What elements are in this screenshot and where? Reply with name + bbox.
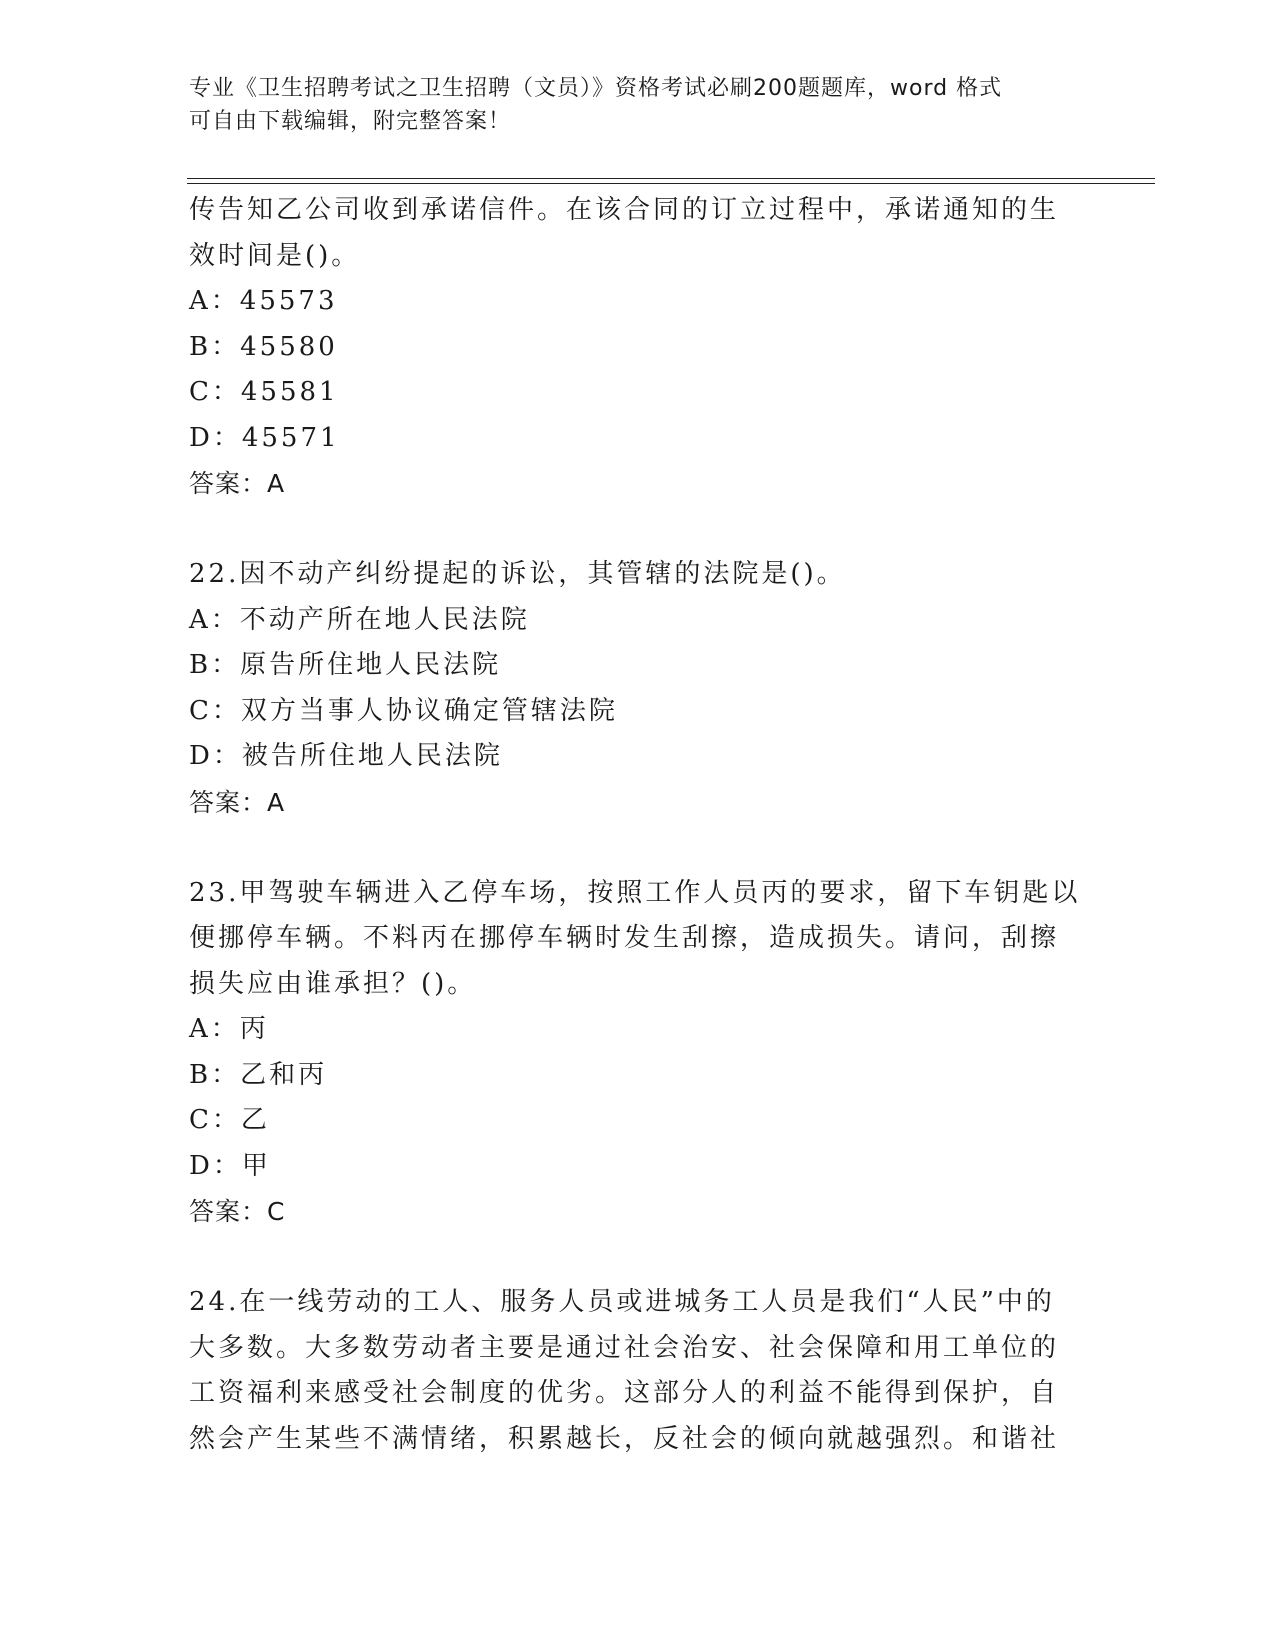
question-stem-line: 便挪停车辆。不料丙在挪停车辆时发生刮擦，造成损失。请问，刮擦 xyxy=(189,923,1060,953)
option-c: C：乙 xyxy=(189,1105,270,1135)
header-line-1: 专业《卫生招聘考试之卫生招聘（文员）》资格考试必刷200题题库，word 格式 xyxy=(189,76,1003,101)
option-c: C：双方当事人协议确定管辖法院 xyxy=(189,695,618,726)
question-stem-line: 大多数。大多数劳动者主要是通过社会治安、社会保障和用工单位的 xyxy=(189,1332,1060,1363)
option-b: B：45580 xyxy=(189,331,338,362)
question-22 xyxy=(189,552,1089,825)
answer-line: 答案：A xyxy=(189,787,286,817)
option-a: A：45573 xyxy=(189,286,338,316)
question-stem-line: 然会产生某些不满情绪，积累越长，反社会的倾向就越强烈。和谐社 xyxy=(189,1423,1060,1454)
option-b: B：原告所住地人民法院 xyxy=(189,650,502,680)
option-d: D：甲 xyxy=(189,1150,271,1181)
question-stem-line: 损失应由谁承担？()。 xyxy=(189,968,477,999)
question-stem-line: 22.因不动产纠纷提起的诉讼，其管辖的法院是()。 xyxy=(189,559,846,589)
question-stem-line: 传告知乙公司收到承诺信件。在该合同的订立过程中，承诺通知的生 xyxy=(189,195,1060,225)
question-stem-line: 23.甲驾驶车辆进入乙停车场，按照工作人员丙的要求，留下车钥匙以 xyxy=(189,877,1081,908)
header-rule-bottom xyxy=(187,183,1155,184)
question-gap xyxy=(189,507,1089,553)
option-a: A：丙 xyxy=(189,1014,269,1044)
question-21 xyxy=(189,188,1089,507)
header-line-2: 可自由下载编辑，附完整答案！ xyxy=(189,109,512,134)
question-stem-line: 24.在一线劳动的工人、服务人员或进城务工人员是我们“人民”中的 xyxy=(189,1287,1055,1317)
document-header xyxy=(189,72,1069,138)
option-b: B：乙和丙 xyxy=(189,1059,328,1090)
question-stem-line: 效时间是()。 xyxy=(189,240,361,271)
question-gap xyxy=(189,1235,1089,1281)
question-gap xyxy=(189,825,1089,871)
answer-line: 答案：C xyxy=(189,1197,286,1226)
option-c: C：45581 xyxy=(189,377,339,407)
option-d: D：被告所住地人民法院 xyxy=(189,741,503,771)
answer-line: 答案：A xyxy=(189,469,286,498)
question-stem-line: 工资福利来感受社会制度的优劣。这部分人的利益不能得到保护，自 xyxy=(189,1378,1060,1408)
option-a: A：不动产所在地人民法院 xyxy=(189,604,530,635)
header-rule-top xyxy=(187,178,1155,179)
question-23 xyxy=(189,871,1089,1235)
question-24 xyxy=(189,1280,1089,1462)
question-list xyxy=(189,188,1089,1462)
option-d: D：45571 xyxy=(189,422,340,453)
